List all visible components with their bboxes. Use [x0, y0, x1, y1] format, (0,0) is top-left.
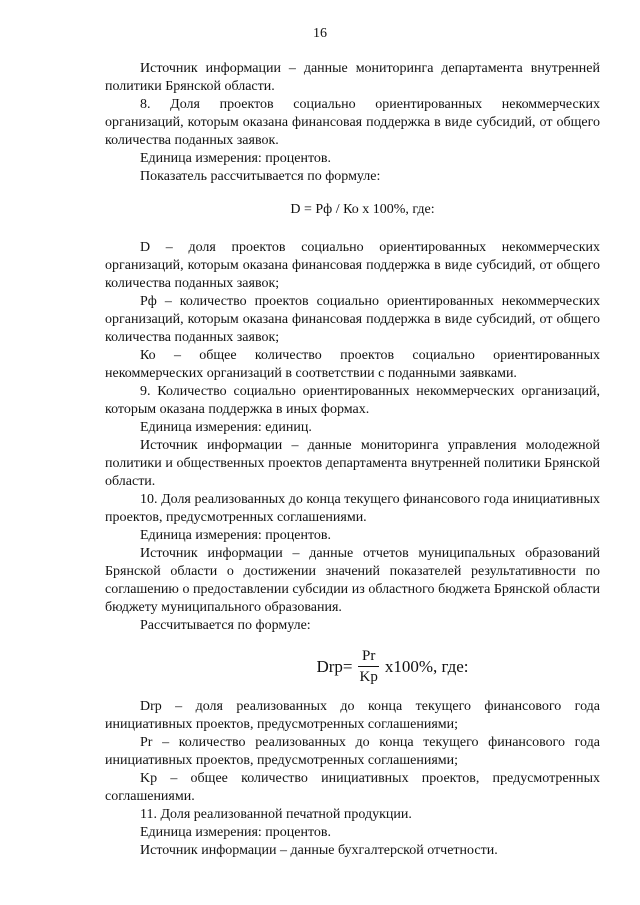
- paragraph: Pr – количество реализованных до конца текущего финансового года инициативных проектов, предусмотренных соглашениями;: [105, 735, 600, 768]
- fraction-denominator: Kp: [359, 669, 378, 685]
- paragraph: Единица измерения: единиц.: [140, 420, 312, 435]
- paragraph: Единица измерения: процентов.: [140, 528, 332, 543]
- paragraph: 10. Доля реализованных до конца текущего финансового года инициативных проектов, предусмотренных соглашениями.: [105, 492, 600, 525]
- document-body: [105, 60, 600, 860]
- paragraph: 11. Доля реализованной печатной продукции.: [140, 807, 412, 822]
- paragraph: Рассчитывается по формуле:: [140, 618, 311, 633]
- page-number: 16: [313, 26, 327, 41]
- formula-fraction: [355, 647, 381, 686]
- paragraph: Kp – общее количество инициативных проектов, предусмотренных соглашениями.: [105, 771, 600, 804]
- paragraph: Рф – количество проектов социально ориентированных некоммерческих организаций, которым оказана финансовая поддержка в виде субсидий, от общего количества поданных заявок;: [105, 294, 600, 345]
- paragraph: Drp – доля реализованных до конца текущего финансового года инициативных проектов, предусмотренных соглашениями;: [105, 699, 600, 732]
- paragraph: D – доля проектов социально ориентированных некоммерческих организаций, которым оказана финансовая поддержка в виде субсидий, от общего количества поданных заявок;: [105, 240, 600, 291]
- paragraph: Источник информации – данные мониторинга управления молодежной политики и общественных проектов департамента внутренней политики Брянской области.: [105, 438, 600, 489]
- formula-tail: x100%, где:: [384, 656, 469, 676]
- paragraph: Единица измерения: процентов.: [140, 151, 332, 166]
- paragraph: Ко – общее количество проектов социально ориентированных некоммерческих организаций в соответствии с поданными заявками.: [105, 348, 600, 381]
- formula-lhs: Drp=: [316, 656, 353, 676]
- paragraph: 9. Количество социально ориентированных некоммерческих организаций, которым оказана поддержка в иных формах.: [105, 384, 600, 417]
- paragraph: Источник информации – данные отчетов муниципальных образований Брянской области о достижении значений показателей результативности по соглашению о предоставлении субсидии из областного бюджета Брянской области бюджету муниципального образования.: [105, 546, 600, 615]
- paragraph: Источник информации – данные бухгалтерской отчетности.: [140, 843, 498, 858]
- paragraph: 8. Доля проектов социально ориентированных некоммерческих организаций, которым оказана финансовая поддержка в виде субсидий, от общего количества поданных заявок.: [105, 97, 600, 148]
- paragraph: Единица измерения: процентов.: [140, 825, 332, 840]
- paragraph: Показатель рассчитывается по формуле:: [140, 169, 381, 184]
- formula-drp: [105, 647, 600, 686]
- fraction-numerator: Pr: [358, 647, 379, 667]
- formula-share-of-projects: D = Рф / Ко х 100%, где:: [290, 202, 435, 217]
- paragraph: Источник информации – данные мониторинга департамента внутренней политики Брянской области.: [105, 61, 600, 94]
